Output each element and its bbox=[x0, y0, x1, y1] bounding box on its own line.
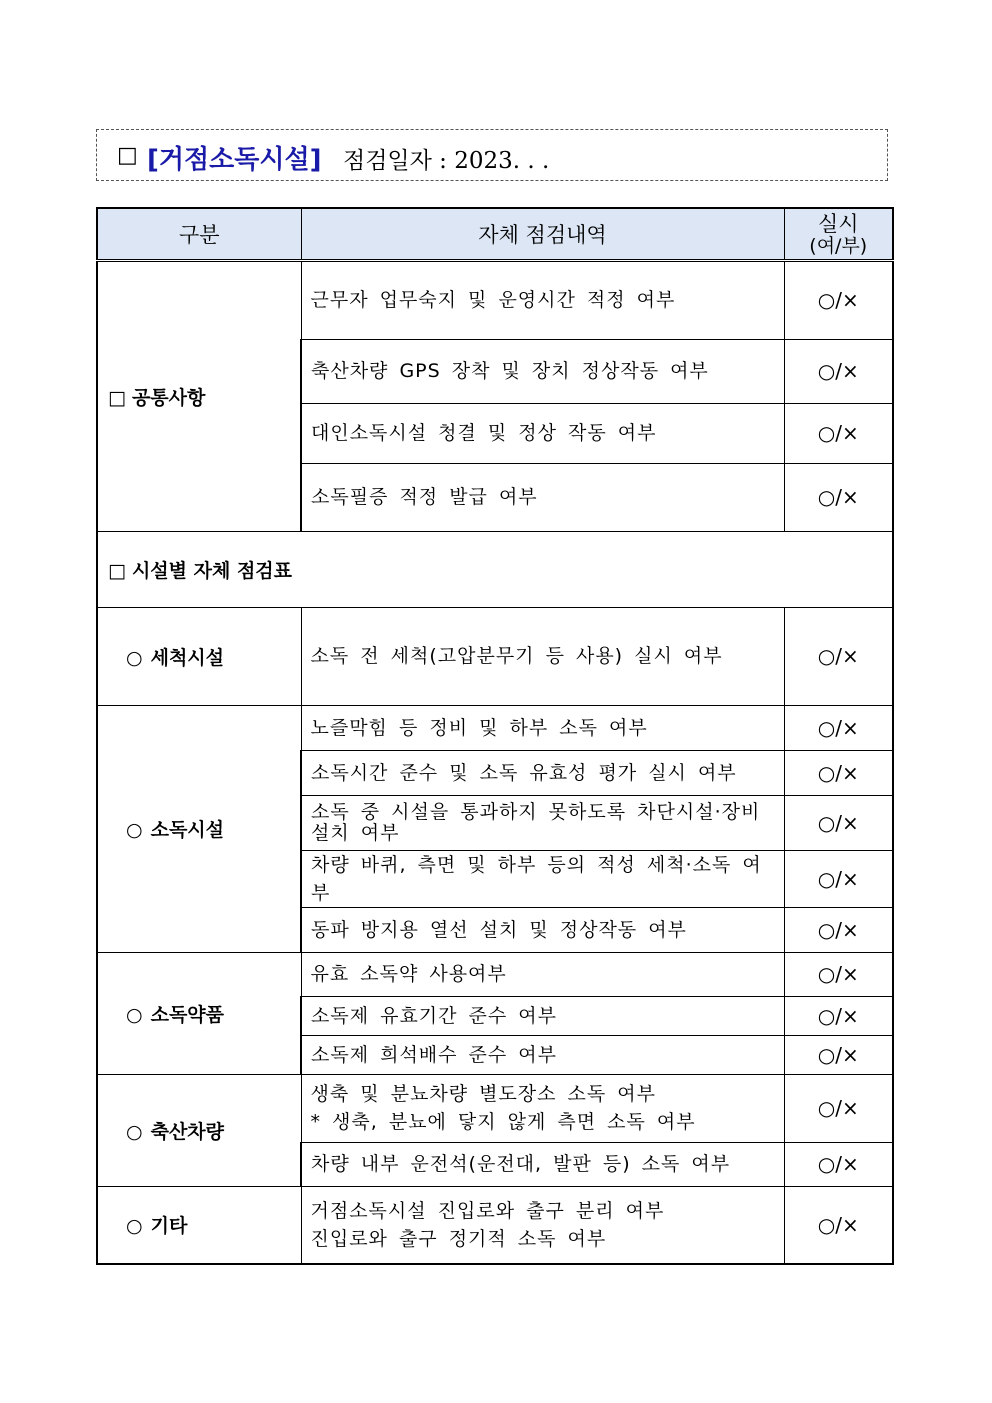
header-category: 구분 bbox=[97, 208, 301, 260]
check-item: 소독제 희석배수 준수 여부 bbox=[301, 1035, 784, 1074]
check-result: ○/× bbox=[784, 260, 893, 339]
category-label: 시설별 자체 점검표 bbox=[131, 559, 293, 582]
check-result: ○/× bbox=[784, 1074, 893, 1142]
check-result: ○/× bbox=[784, 705, 893, 750]
circle-icon: ○ bbox=[126, 1120, 143, 1143]
circle-icon: ○ bbox=[126, 819, 143, 841]
check-item: 대인소독시설 청결 및 정상 작동 여부 bbox=[301, 403, 784, 463]
check-result: ○/× bbox=[784, 463, 893, 531]
facility-checklist-heading bbox=[97, 531, 893, 607]
checkbox-icon: □ bbox=[108, 559, 126, 582]
category-label: 기타 bbox=[150, 1215, 188, 1238]
check-result: ○/× bbox=[784, 907, 893, 952]
title-checkbox: □ bbox=[117, 143, 138, 168]
check-item bbox=[301, 1186, 784, 1264]
check-item: 차량 바퀴, 측면 및 하부 등의 적성 세척·소독 여부 bbox=[301, 850, 784, 907]
check-item bbox=[301, 1074, 784, 1142]
header-done bbox=[784, 208, 893, 260]
category-label: 소독약품 bbox=[150, 1003, 225, 1026]
header-content: 자체 점검내역 bbox=[301, 208, 784, 260]
check-result: ○/× bbox=[784, 339, 893, 403]
check-item: 소독시간 준수 및 소독 유효성 평가 실시 여부 bbox=[301, 750, 784, 795]
category-label: 세척시설 bbox=[150, 646, 225, 669]
check-item: 소독필증 적정 발급 여부 bbox=[301, 463, 784, 531]
check-item-text: 생축 및 분뇨차량 별도장소 소독 여부 bbox=[310, 1083, 657, 1105]
category-label: 축산차량 bbox=[150, 1120, 225, 1143]
title-box bbox=[96, 129, 888, 181]
check-item: 소독 중 시설을 통과하지 못하도록 차단시설·장비 설치 여부 bbox=[301, 795, 784, 850]
category-washing bbox=[97, 607, 301, 705]
check-result: ○/× bbox=[784, 850, 893, 907]
check-result: ○/× bbox=[784, 607, 893, 705]
check-item: 소독 전 세척(고압분무기 등 사용) 실시 여부 bbox=[301, 607, 784, 705]
check-item: 근무자 업무숙지 및 운영시간 적정 여부 bbox=[301, 260, 784, 339]
category-label: 소독시설 bbox=[150, 819, 225, 841]
check-result: ○/× bbox=[784, 795, 893, 850]
inspection-date: 점검일자 : 2023. . . bbox=[343, 148, 550, 174]
category-chemicals bbox=[97, 952, 301, 1074]
circle-icon: ○ bbox=[126, 646, 143, 669]
check-result: ○/× bbox=[784, 403, 893, 463]
category-common bbox=[97, 260, 301, 531]
check-item: 노즐막힘 등 정비 및 하부 소독 여부 bbox=[301, 705, 784, 750]
check-item: 유효 소독약 사용여부 bbox=[301, 952, 784, 996]
circle-icon: ○ bbox=[126, 1003, 143, 1026]
check-item: 소독제 유효기간 준수 여부 bbox=[301, 996, 784, 1035]
category-label: 공통사항 bbox=[131, 386, 206, 409]
check-result: ○/× bbox=[784, 750, 893, 795]
circle-icon: ○ bbox=[126, 1215, 143, 1238]
check-item-note: 진입로와 출구 정기적 소독 여부 bbox=[310, 1227, 607, 1250]
check-item-text: 거점소독시설 진입로와 출구 분리 여부 bbox=[310, 1199, 665, 1222]
check-item: 동파 방지용 열선 설치 및 정상작동 여부 bbox=[301, 907, 784, 952]
inspection-table bbox=[96, 207, 894, 1265]
header-done-label: 실시 bbox=[817, 211, 859, 236]
check-item: 차량 내부 운전석(운전대, 발판 등) 소독 여부 bbox=[301, 1142, 784, 1186]
check-result: ○/× bbox=[784, 1035, 893, 1074]
check-result: ○/× bbox=[784, 1186, 893, 1264]
category-disinfection bbox=[97, 705, 301, 952]
checkbox-icon: □ bbox=[108, 386, 126, 409]
check-item-note: * 생축, 분뇨에 닿지 않게 측면 소독 여부 bbox=[310, 1111, 696, 1133]
check-item: 축산차량 GPS 장착 및 장치 정상작동 여부 bbox=[301, 339, 784, 403]
check-result: ○/× bbox=[784, 1142, 893, 1186]
facility-title: [거점소독시설] bbox=[147, 145, 322, 175]
category-livestock bbox=[97, 1074, 301, 1186]
check-result: ○/× bbox=[784, 996, 893, 1035]
category-other bbox=[97, 1186, 301, 1264]
check-result: ○/× bbox=[784, 952, 893, 996]
header-done-sub: (여/부) bbox=[809, 234, 868, 257]
